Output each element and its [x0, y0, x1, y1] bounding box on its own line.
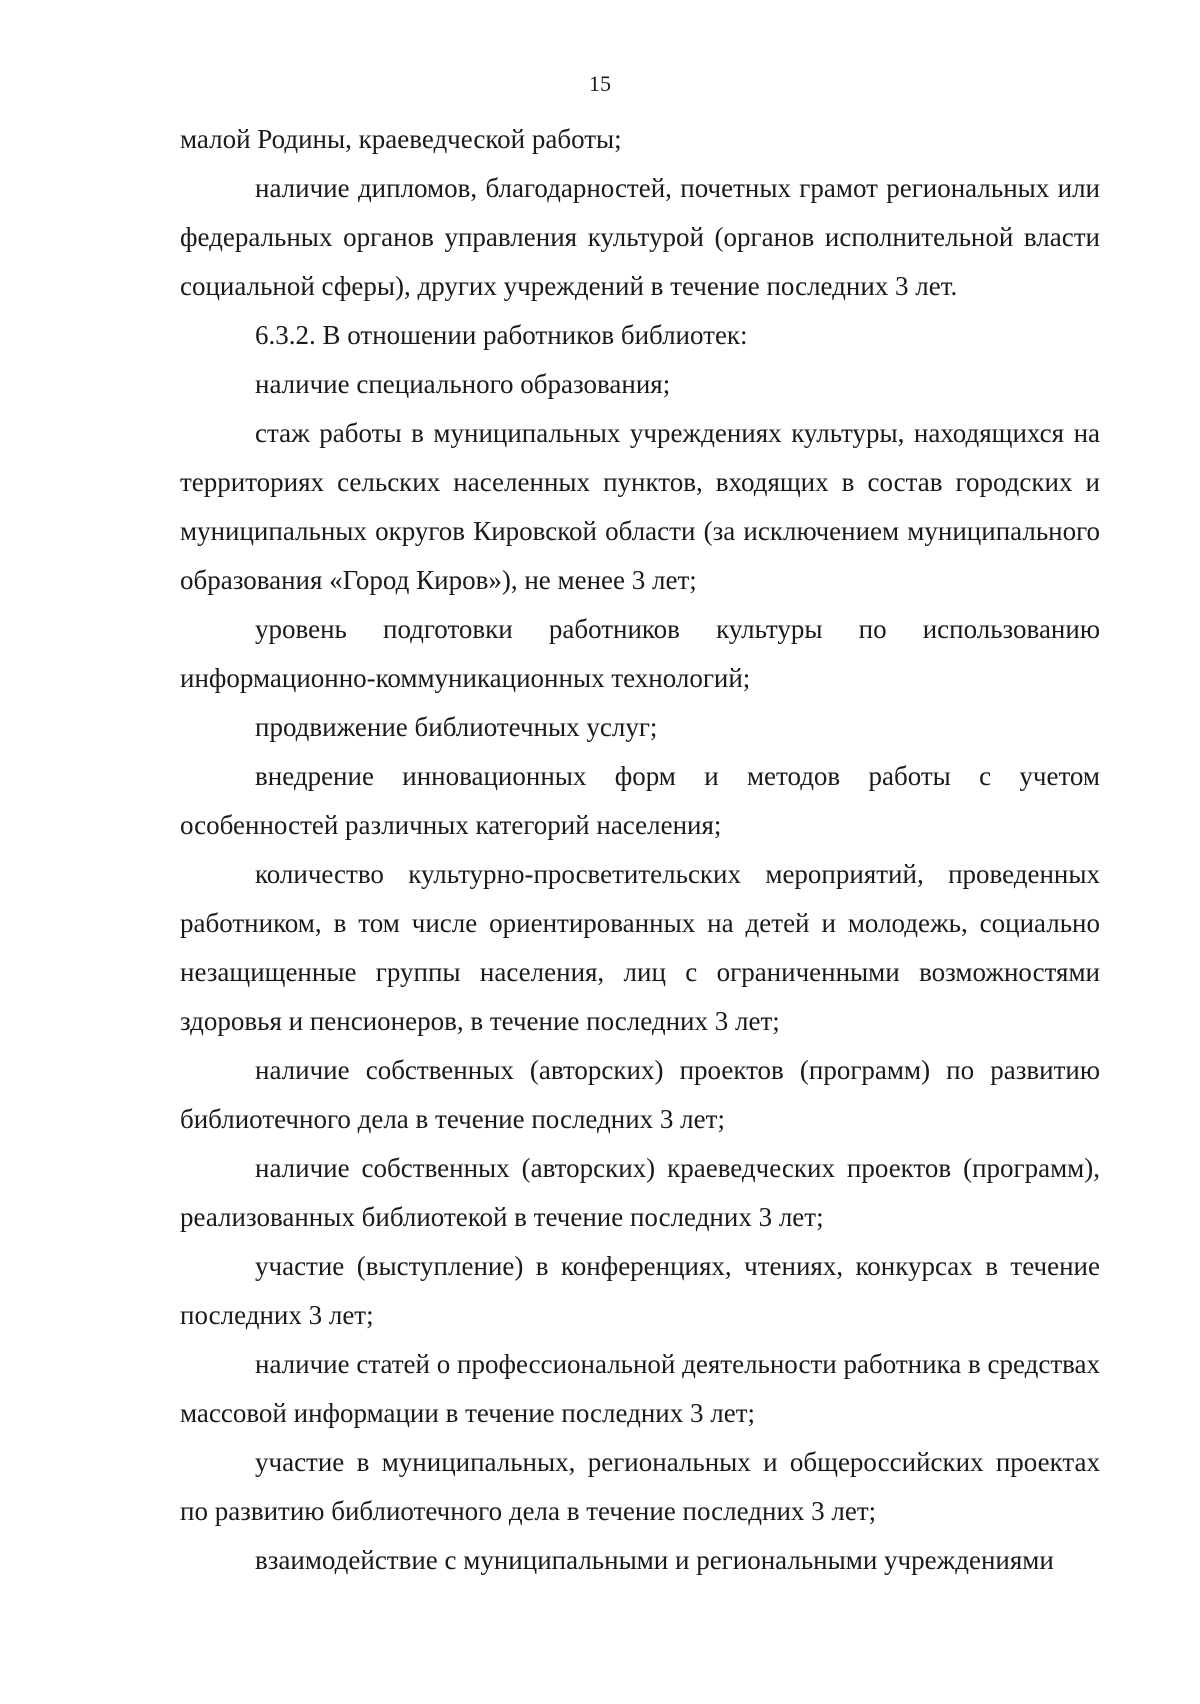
section-heading: 6.3.2. В отношении работников библиотек: [255, 320, 748, 350]
paragraph: наличие дипломов, благодарностей, почетных грамот региональных или федеральных органов управления культурой (органов исполнительной власти социальной сферы), других учреждений в течение последних 3 лет. [180, 173, 1100, 301]
body-text [180, 115, 1100, 1585]
paragraph: количество культурно-просветительских мероприятий, проведенных работником, в том числе ориентированных на детей и молодежь, социально незащищенные группы населения, лиц с ограниченными возможностями здоровья и пенсионеров, в течение последних 3 лет; [180, 859, 1100, 1036]
paragraph: уровень подготовки работников культуры по использованию информационно-коммуникационных технологий; [180, 614, 1100, 693]
paragraph: внедрение инновационных форм и методов работы с учетом особенностей различных категорий населения; [180, 761, 1100, 840]
paragraph: взаимодействие с муниципальными и региональными учреждениями [255, 1545, 1054, 1575]
paragraph: участие в муниципальных, региональных и общероссийских проектах по развитию библиотечного дела в течение последних 3 лет; [180, 1447, 1100, 1526]
paragraph: продвижение библиотечных услуг; [255, 712, 658, 742]
paragraph: стаж работы в муниципальных учреждениях культуры, находящихся на территориях сельских населенных пунктов, входящих в состав городских и муниципальных округов Кировской области (за исключением муниципального образования «Город Киров»), не менее 3 лет; [180, 418, 1100, 595]
paragraph: малой Родины, краеведческой работы; [180, 124, 622, 154]
paragraph: наличие собственных (авторских) краеведческих проектов (программ), реализованных библиотекой в течение последних 3 лет; [180, 1153, 1100, 1232]
page-number: 15 [589, 71, 611, 96]
paragraph: наличие статей о профессиональной деятельности работника в средствах массовой информации в течение последних 3 лет; [180, 1349, 1100, 1428]
paragraph: участие (выступление) в конференциях, чтениях, конкурсах в течение последних 3 лет; [180, 1251, 1100, 1330]
paragraph: наличие специального образования; [255, 369, 671, 399]
paragraph: наличие собственных (авторских) проектов (программ) по развитию библиотечного дела в течение последних 3 лет; [180, 1055, 1100, 1134]
